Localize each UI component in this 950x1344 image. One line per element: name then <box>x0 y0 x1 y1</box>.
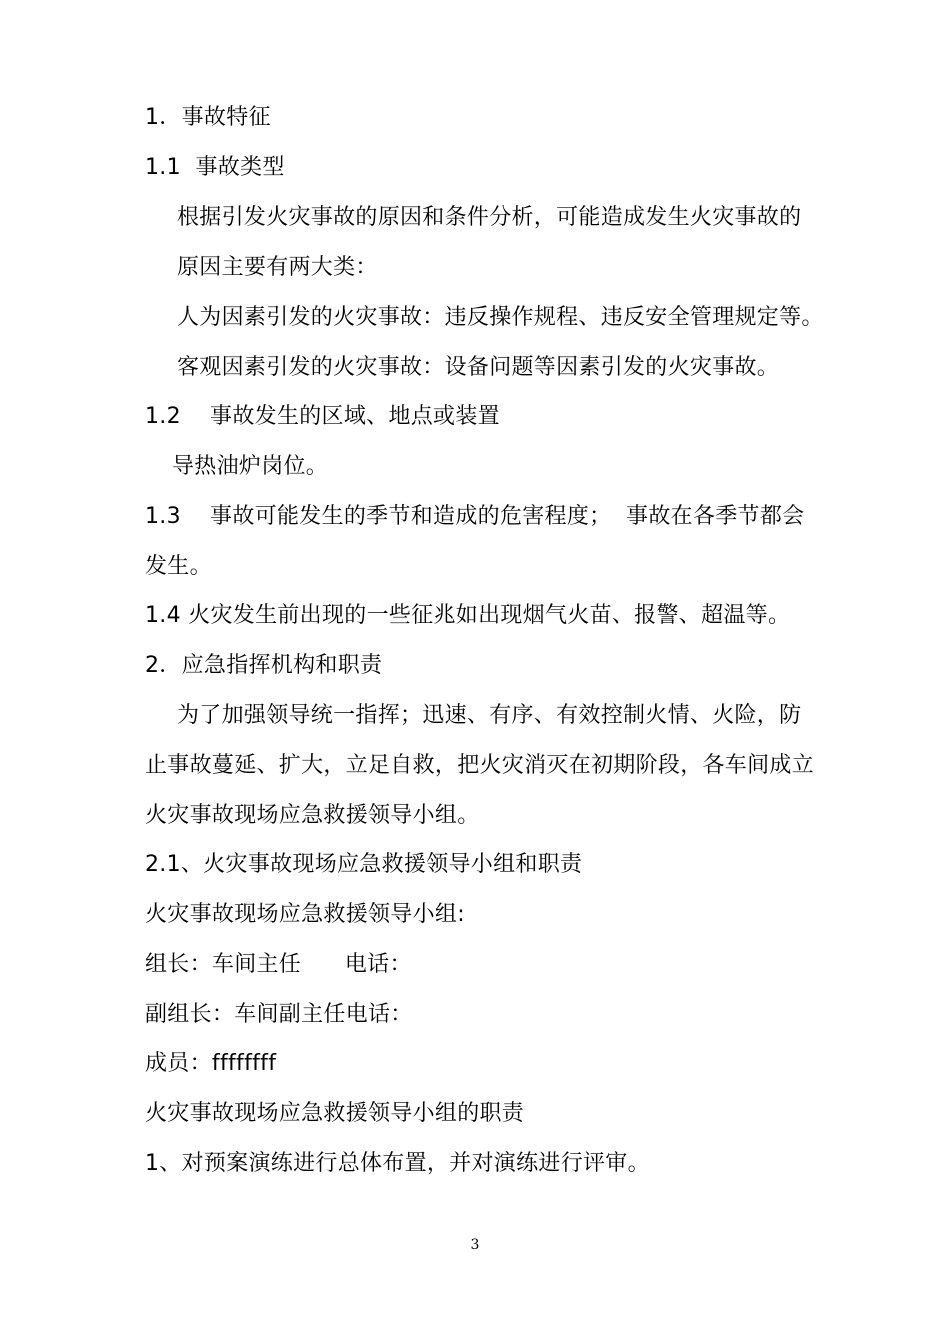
paragraph-line: 导热油炉岗位。 <box>172 454 329 479</box>
subsection-heading-1-1: 1.1 事故类型 <box>145 155 285 180</box>
subsection-heading-2-1: 2.1、火灾事故现场应急救援领导小组和职责 <box>145 852 583 877</box>
paragraph-line: 组长：车间主任 电话： <box>145 952 412 977</box>
section-heading-1: 1．事故特征 <box>145 105 271 130</box>
subsection-heading-1-2: 1.2 事故发生的区域、地点或装置 <box>145 404 500 429</box>
paragraph-line: 根据引发火灾事故的原因和条件分析，可能造成发生火灾事故的 <box>177 205 802 230</box>
section-heading-2: 2．应急指挥机构和职责 <box>145 653 383 678</box>
paragraph-line: 原因主要有两大类： <box>177 255 378 280</box>
paragraph-line: 止事故蔓延、扩大，立足自救，把火灾消灭在初期阶段，各车间成立 <box>145 753 815 778</box>
page-number: 3 <box>470 1237 480 1253</box>
paragraph-line: 副组长：车间副主任电话： <box>145 1002 413 1027</box>
paragraph-line: 客观因素引发的火灾事故：设备问题等因素引发的火灾事故。 <box>177 355 780 380</box>
subsection-heading-1-4: 1.4 火灾发生前出现的一些征兆如出现烟气火苗、报警、超温等。 <box>145 603 791 628</box>
paragraph-line: 为了加强领导统一指挥；迅速、有序、有效控制火情、火险，防 <box>177 703 802 728</box>
paragraph-line: 成员：ffffffff <box>145 1051 277 1076</box>
paragraph-line: 火灾事故现场应急救援领导小组。 <box>145 803 480 828</box>
paragraph-line: 人为因素引发的火灾事故：违反操作规程、违反安全管理规定等。 <box>177 305 824 330</box>
subsection-heading-1-3: 1.3 事故可能发生的季节和造成的危害程度； 事故在各季节都会 <box>145 504 805 529</box>
paragraph-line: 发生。 <box>145 554 212 579</box>
paragraph-line: 火灾事故现场应急救援领导小组: <box>145 902 465 927</box>
paragraph-line: 火灾事故现场应急救援领导小组的职责 <box>145 1101 525 1126</box>
paragraph-line: 1、对预案演练进行总体布置，并对演练进行评审。 <box>145 1151 650 1176</box>
